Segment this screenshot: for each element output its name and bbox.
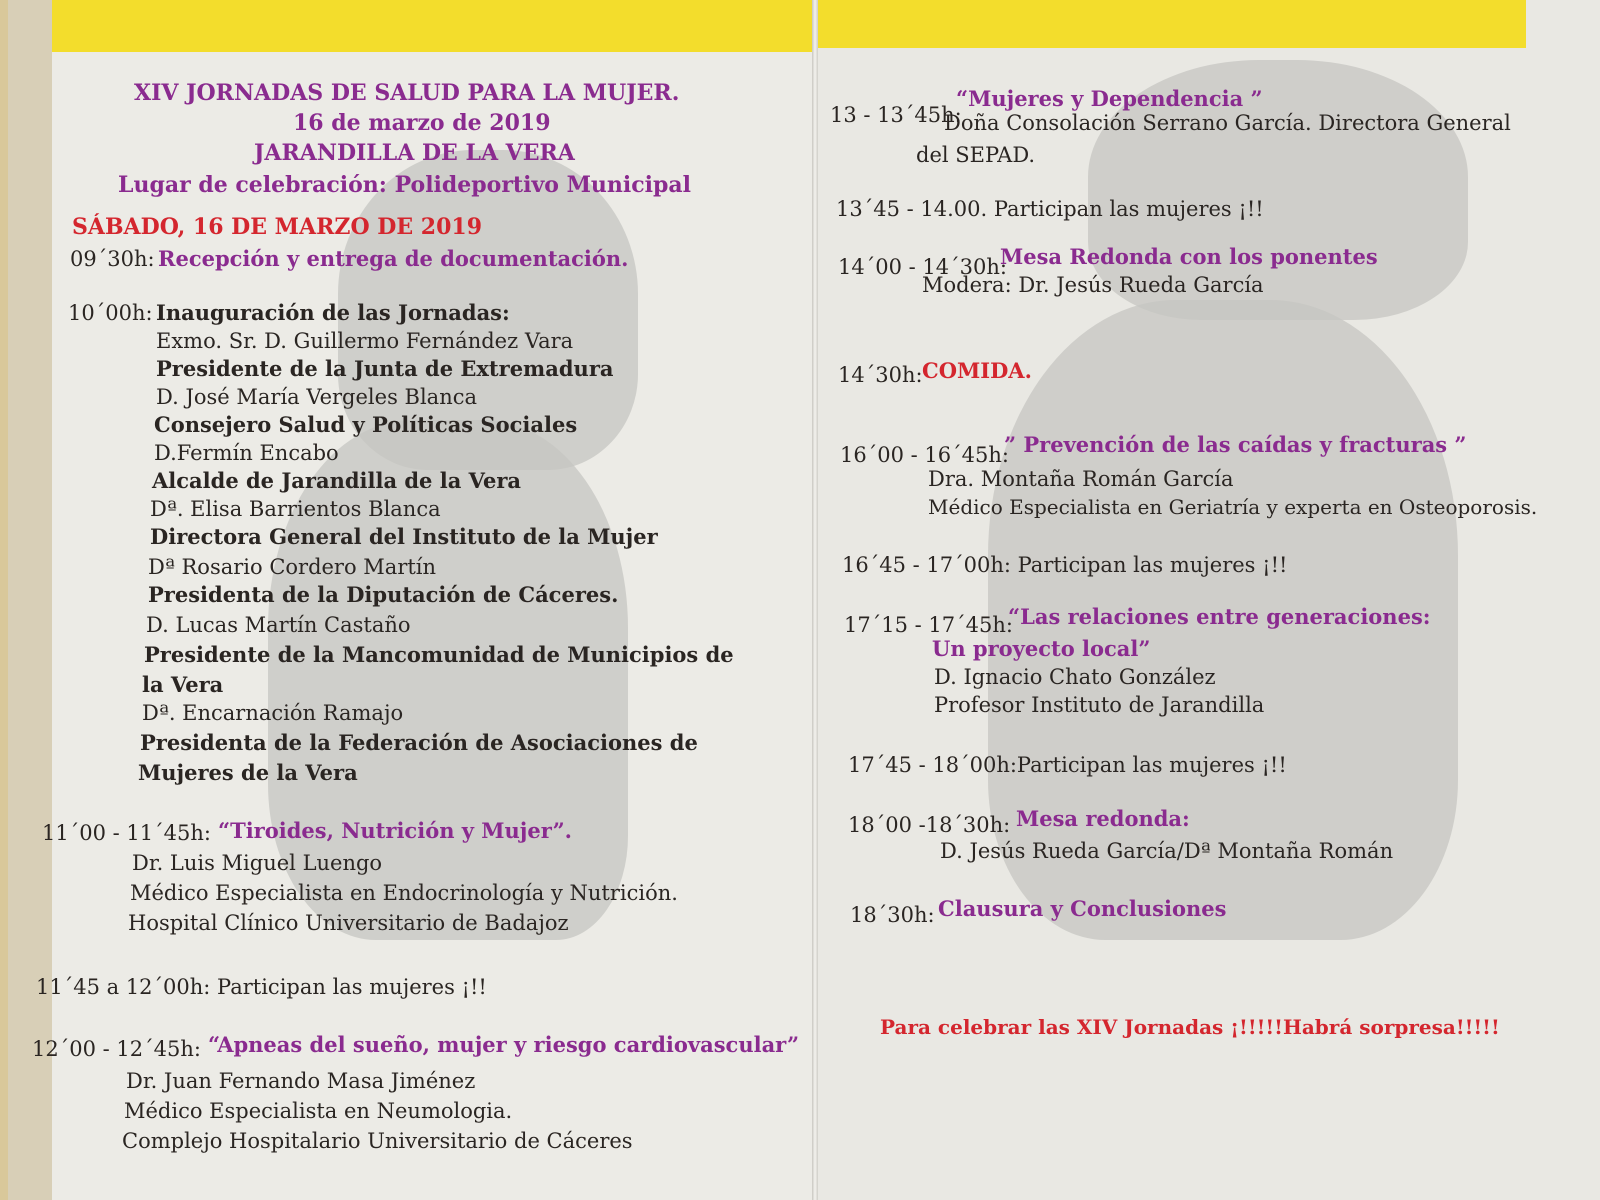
participation-line: 11´45 a 12´00h: Participan las mujeres ¡!!	[36, 975, 487, 999]
speaker-role: Alcalde de Jarandilla de la Vera	[152, 468, 522, 493]
event-venue: Lugar de celebración: Polideportivo Municipal	[118, 172, 692, 198]
session-time: 18´30h:	[850, 903, 935, 927]
session-time: 13 - 13´45h:	[830, 103, 962, 127]
session-time: 10´00h:	[68, 301, 153, 325]
speaker-line: Dª Rosario Cordero Martín	[148, 555, 437, 579]
speaker-line: Dª. Elisa Barrientos Blanca	[150, 497, 441, 521]
speaker-line: Modera: Dr. Jesús Rueda García	[922, 273, 1264, 297]
speaker-line: Médico Especialista en Endocrinología y Nutrición.	[130, 881, 678, 905]
event-title: XIV JORNADAS DE SALUD PARA LA MUJER.	[134, 80, 680, 106]
session-time: 16´00 - 16´45h:	[840, 443, 1009, 467]
speaker-line: Dr. Juan Fernando Masa Jiménez	[126, 1069, 476, 1093]
speaker-role: Directora General del Instituto de la Mujer	[150, 524, 658, 549]
session-time: 11´00 - 11´45h:	[42, 821, 211, 845]
session-title: “Las relaciones entre generaciones:	[1008, 604, 1431, 629]
speaker-line: Médico Especialista en Geriatría y experta en Osteoporosis.	[928, 495, 1538, 519]
session-time: 09´30h:	[70, 247, 155, 271]
session-title: Mesa Redonda con los ponentes	[1000, 244, 1378, 269]
speaker-line: Exmo. Sr. D. Guillermo Fernández Vara	[156, 329, 574, 353]
speaker-role: Presidenta de la Diputación de Cáceres.	[148, 582, 619, 607]
session-title: “Mujeres y Dependencia ”	[956, 86, 1263, 111]
day-heading: SÁBADO, 16 DE MARZO DE 2019	[72, 214, 482, 240]
right-page	[818, 0, 1600, 1200]
session-title: Mesa redonda:	[1016, 806, 1190, 831]
session-time: 14´00 - 14´30h:	[838, 255, 1007, 279]
left-content	[8, 0, 816, 1200]
speaker-line: Profesor Instituto de Jarandilla	[934, 693, 1265, 717]
speaker-line: D. Ignacio Chato González	[934, 665, 1216, 689]
session-title: Inauguración de las Jornadas:	[156, 300, 510, 325]
participation-line: 13´45 - 14.00. Participan las mujeres ¡!!	[836, 197, 1264, 221]
speaker-line: Dr. Luis Miguel Luengo	[132, 851, 383, 875]
session-title: Recepción y entrega de documentación.	[158, 246, 629, 271]
event-town: JARANDILLA DE LA VERA	[254, 140, 575, 166]
session-time: 12´00 - 12´45h:	[32, 1037, 201, 1061]
speaker-line: Dra. Montaña Román García	[928, 467, 1234, 491]
speaker-role: Presidente de la Mancomunidad de Municipios de	[144, 642, 734, 667]
speaker-role: la Vera	[142, 672, 224, 697]
session-time: 14´30h:	[838, 363, 923, 387]
speaker-line: Dª. Encarnación Ramajo	[142, 701, 404, 725]
session-title: Un proyecto local”	[932, 636, 1151, 661]
speaker-line: del SEPAD.	[916, 143, 1036, 167]
session-time: 17´15 - 17´45h:	[844, 613, 1013, 637]
session-title: Clausura y Conclusiones	[938, 896, 1227, 921]
event-date: 16 de marzo de 2019	[293, 110, 551, 136]
speaker-line: Doña Consolación Serrano García. Directora General	[944, 111, 1511, 135]
participation-line: 17´45 - 18´00h:Participan las mujeres ¡!!	[848, 753, 1287, 777]
participation-line: 16´45 - 17´00h: Participan las mujeres ¡!!	[842, 553, 1288, 577]
speaker-role: Presidente de la Junta de Extremadura	[156, 356, 614, 381]
speaker-line: D. Jesús Rueda García/Dª Montaña Román	[940, 839, 1394, 863]
lunch-label: COMIDA.	[922, 358, 1032, 383]
surprise-note: Para celebrar las XIV Jornadas ¡!!!!!Habrá sorpresa!!!!!	[880, 1015, 1500, 1039]
speaker-line: Médico Especialista en Neumologia.	[124, 1099, 513, 1123]
session-title: “Tiroides, Nutrición y Mujer”.	[218, 818, 572, 843]
session-time: 18´00 -18´30h:	[848, 813, 1011, 837]
speaker-role: Consejero Salud y Políticas Sociales	[154, 412, 578, 437]
session-title: “Apneas del sueño, mujer y riesgo cardiovascular”	[208, 1032, 800, 1057]
session-title: ” Prevención de las caídas y fracturas ”	[1004, 432, 1467, 457]
speaker-line: D. José María Vergeles Blanca	[156, 385, 477, 409]
speaker-line: D.Fermín Encabo	[154, 441, 339, 465]
right-content	[818, 0, 1600, 1200]
speaker-line: Complejo Hospitalario Universitario de Cáceres	[122, 1129, 633, 1153]
left-page	[8, 0, 816, 1200]
speaker-line: Hospital Clínico Universitario de Badajoz	[128, 911, 569, 935]
speaker-role: Mujeres de la Vera	[138, 760, 358, 785]
speaker-role: Presidenta de la Federación de Asociaciones de	[140, 730, 698, 755]
speaker-line: D. Lucas Martín Castaño	[146, 613, 411, 637]
